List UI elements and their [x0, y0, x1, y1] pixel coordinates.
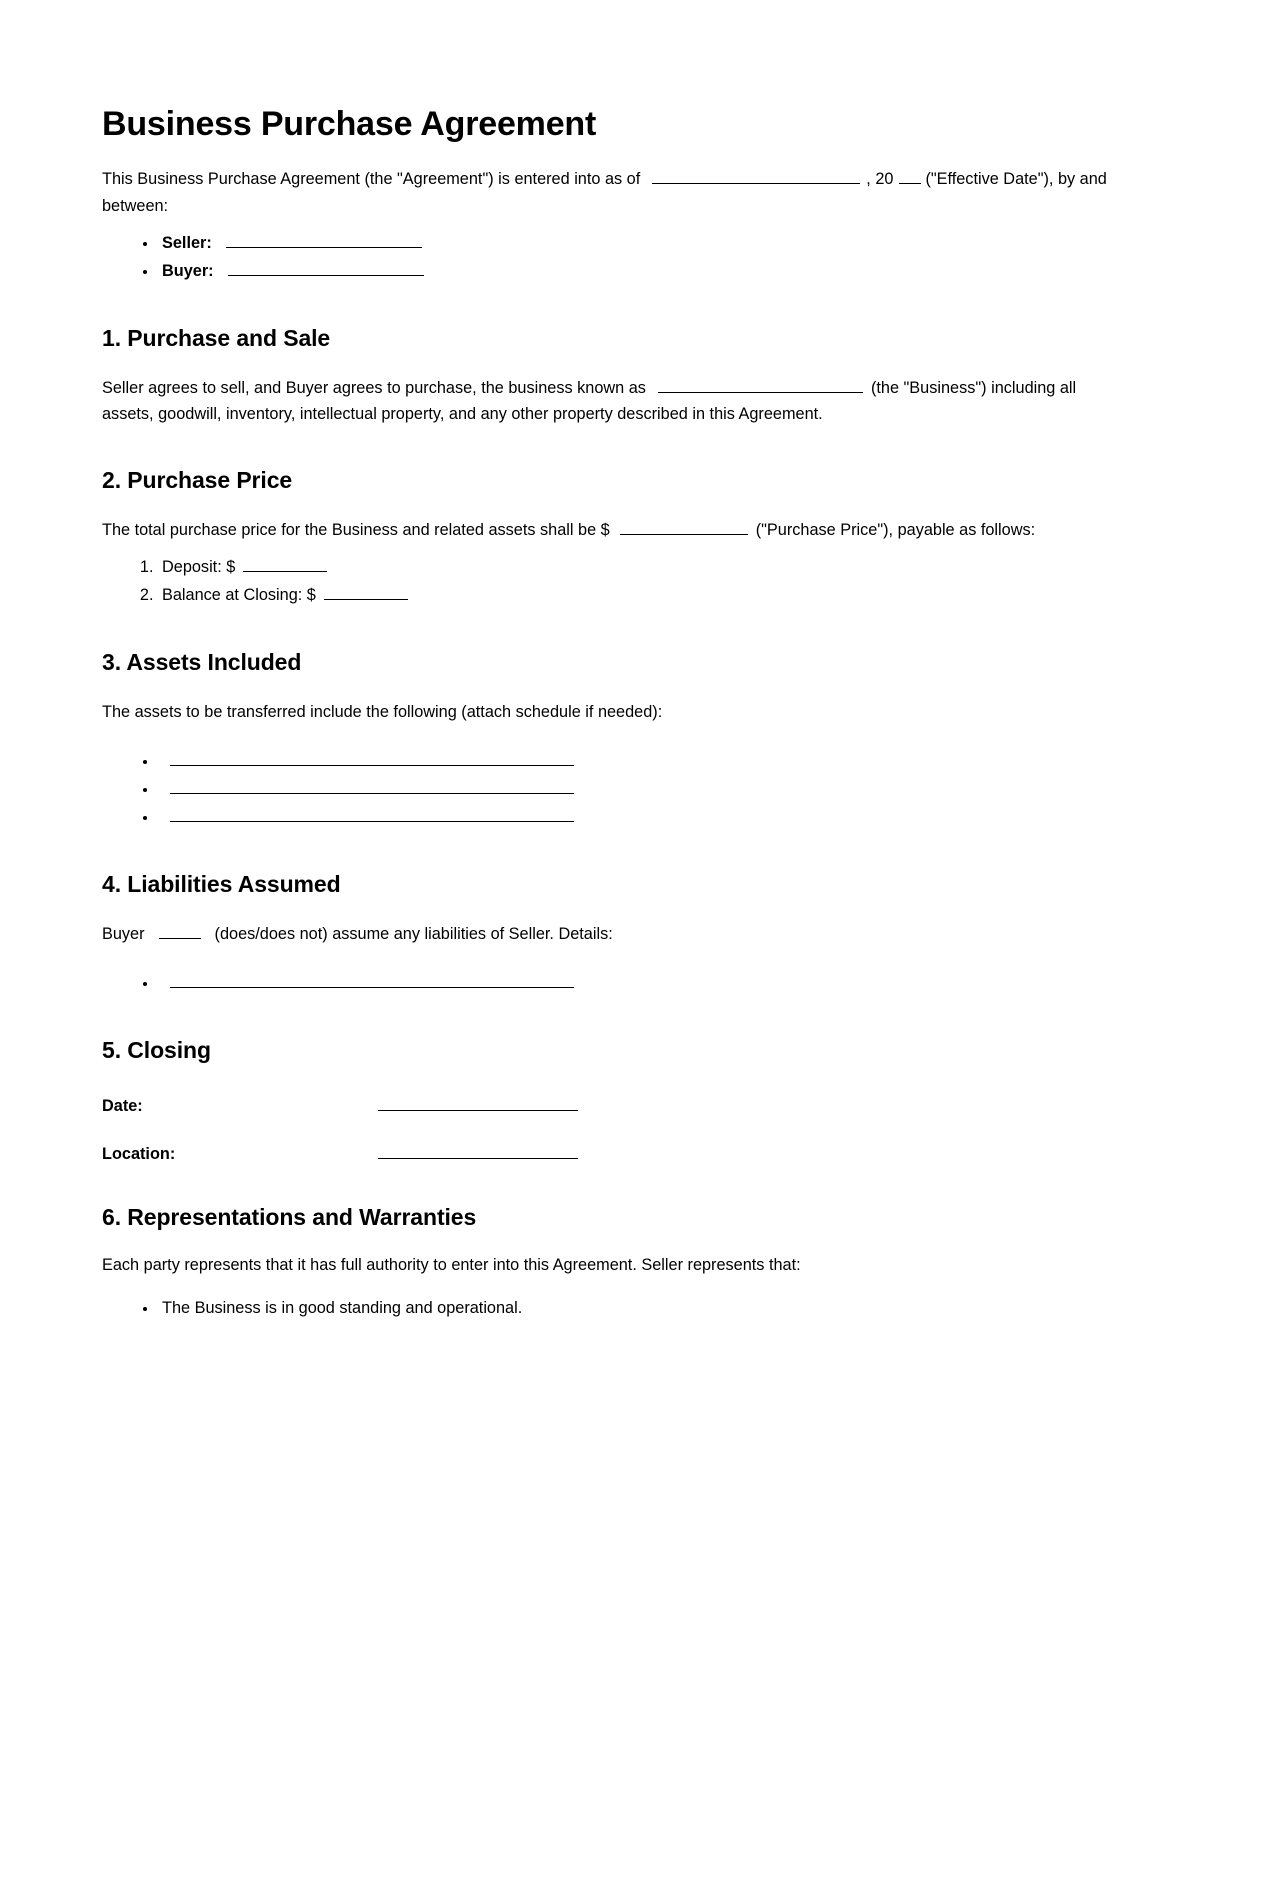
closing-date-blank[interactable]: [378, 1095, 578, 1111]
payment-terms-list: [102, 553, 1157, 609]
deposit-label: Deposit: $: [162, 558, 236, 577]
closing-date-row: [102, 1095, 1157, 1116]
section-purchase-price: [102, 467, 1157, 609]
intro-text-after-year: ("Effective Date"), by and between:: [102, 170, 1107, 215]
section-closing: [102, 1037, 1157, 1164]
asset-blank-2[interactable]: [170, 778, 574, 794]
parties-list: [102, 229, 1157, 285]
liabilities-details-list: [102, 969, 1157, 997]
section-heading-2: 2. Purchase Price: [102, 467, 293, 494]
effective-date-blank[interactable]: [652, 168, 860, 184]
section-heading-5: 5. Closing: [102, 1037, 211, 1064]
list-item-seller: [158, 229, 1157, 257]
section-1-text-before-blank: Seller agrees to sell, and Buyer agrees to purchase, the business known as: [102, 378, 646, 397]
closing-location-blank[interactable]: [378, 1142, 578, 1158]
list-item-balance: [158, 581, 1157, 609]
liabilities-yesno-blank[interactable]: [159, 922, 201, 938]
section-heading-3: 3. Assets Included: [102, 649, 302, 676]
page-title: Business Purchase Agreement: [102, 105, 597, 143]
balance-amount-blank[interactable]: [324, 584, 408, 600]
section-3-body: The assets to be transferred include the following (attach schedule if needed):: [102, 702, 663, 721]
balance-label: Balance at Closing: $: [162, 586, 316, 605]
section-4-text-after-blank: (does/does not) assume any liabilities of Seller. Details:: [214, 924, 613, 943]
representations-list: [102, 1294, 1157, 1322]
section-2-text-after-blank: ("Purchase Price"), payable as follows:: [755, 520, 1036, 539]
purchase-price-blank[interactable]: [620, 518, 748, 534]
closing-location-row: [102, 1142, 1157, 1163]
liability-detail-blank-1[interactable]: [170, 972, 574, 988]
buyer-name-blank[interactable]: [228, 259, 424, 275]
section-4-text-before-blank: Buyer: [102, 924, 145, 943]
list-item: [158, 775, 1157, 803]
section-assets-included: [102, 649, 1157, 831]
intro-text-before-date: This Business Purchase Agreement (the "Agreement") is entered into as of: [102, 170, 641, 189]
asset-blank-1[interactable]: [170, 750, 574, 766]
effective-year-blank[interactable]: [899, 168, 921, 184]
intro-paragraph: [102, 166, 1114, 219]
intro-year-prefix: , 20: [866, 170, 894, 189]
buyer-label: Buyer:: [162, 261, 214, 280]
seller-label: Seller:: [162, 233, 212, 252]
section-2-text-before-blank: The total purchase price for the Business and related assets shall be $: [102, 520, 610, 539]
closing-location-label: Location:: [102, 1144, 176, 1163]
list-item: [158, 803, 1157, 831]
assets-blank-list: [102, 747, 1157, 831]
list-item: [158, 969, 1157, 997]
section-liabilities-assumed: [102, 871, 1157, 997]
list-item: • The Business is in good standing and operational.: [158, 1294, 1157, 1322]
deposit-amount-blank[interactable]: [243, 556, 327, 572]
section-representations-warranties: [102, 1204, 1157, 1322]
section-6-body: Each party represents that it has full authority to enter into this Agreement. Seller represents that:: [102, 1255, 801, 1274]
section-heading-1: 1. Purchase and Sale: [102, 324, 331, 351]
section-heading-4: 4. Liabilities Assumed: [102, 871, 341, 898]
closing-date-label: Date:: [102, 1097, 143, 1116]
list-item-deposit: [158, 553, 1157, 581]
section-4-body: [102, 921, 1114, 947]
section-1-body: [102, 375, 1114, 428]
list-item: [158, 747, 1157, 775]
list-item-buyer: [158, 257, 1157, 285]
seller-name-blank[interactable]: [226, 231, 422, 247]
business-name-blank[interactable]: [658, 376, 863, 392]
section-purchase-and-sale: [102, 325, 1157, 427]
section-2-body: [102, 517, 1114, 543]
asset-blank-3[interactable]: [170, 806, 574, 822]
section-1-text-after-blank: (the "Business") including all assets, goodwill, inventory, intellectual property, and any other property described in this Agreement.: [102, 378, 1077, 423]
section-heading-6: 6. Representations and Warranties: [102, 1203, 477, 1230]
